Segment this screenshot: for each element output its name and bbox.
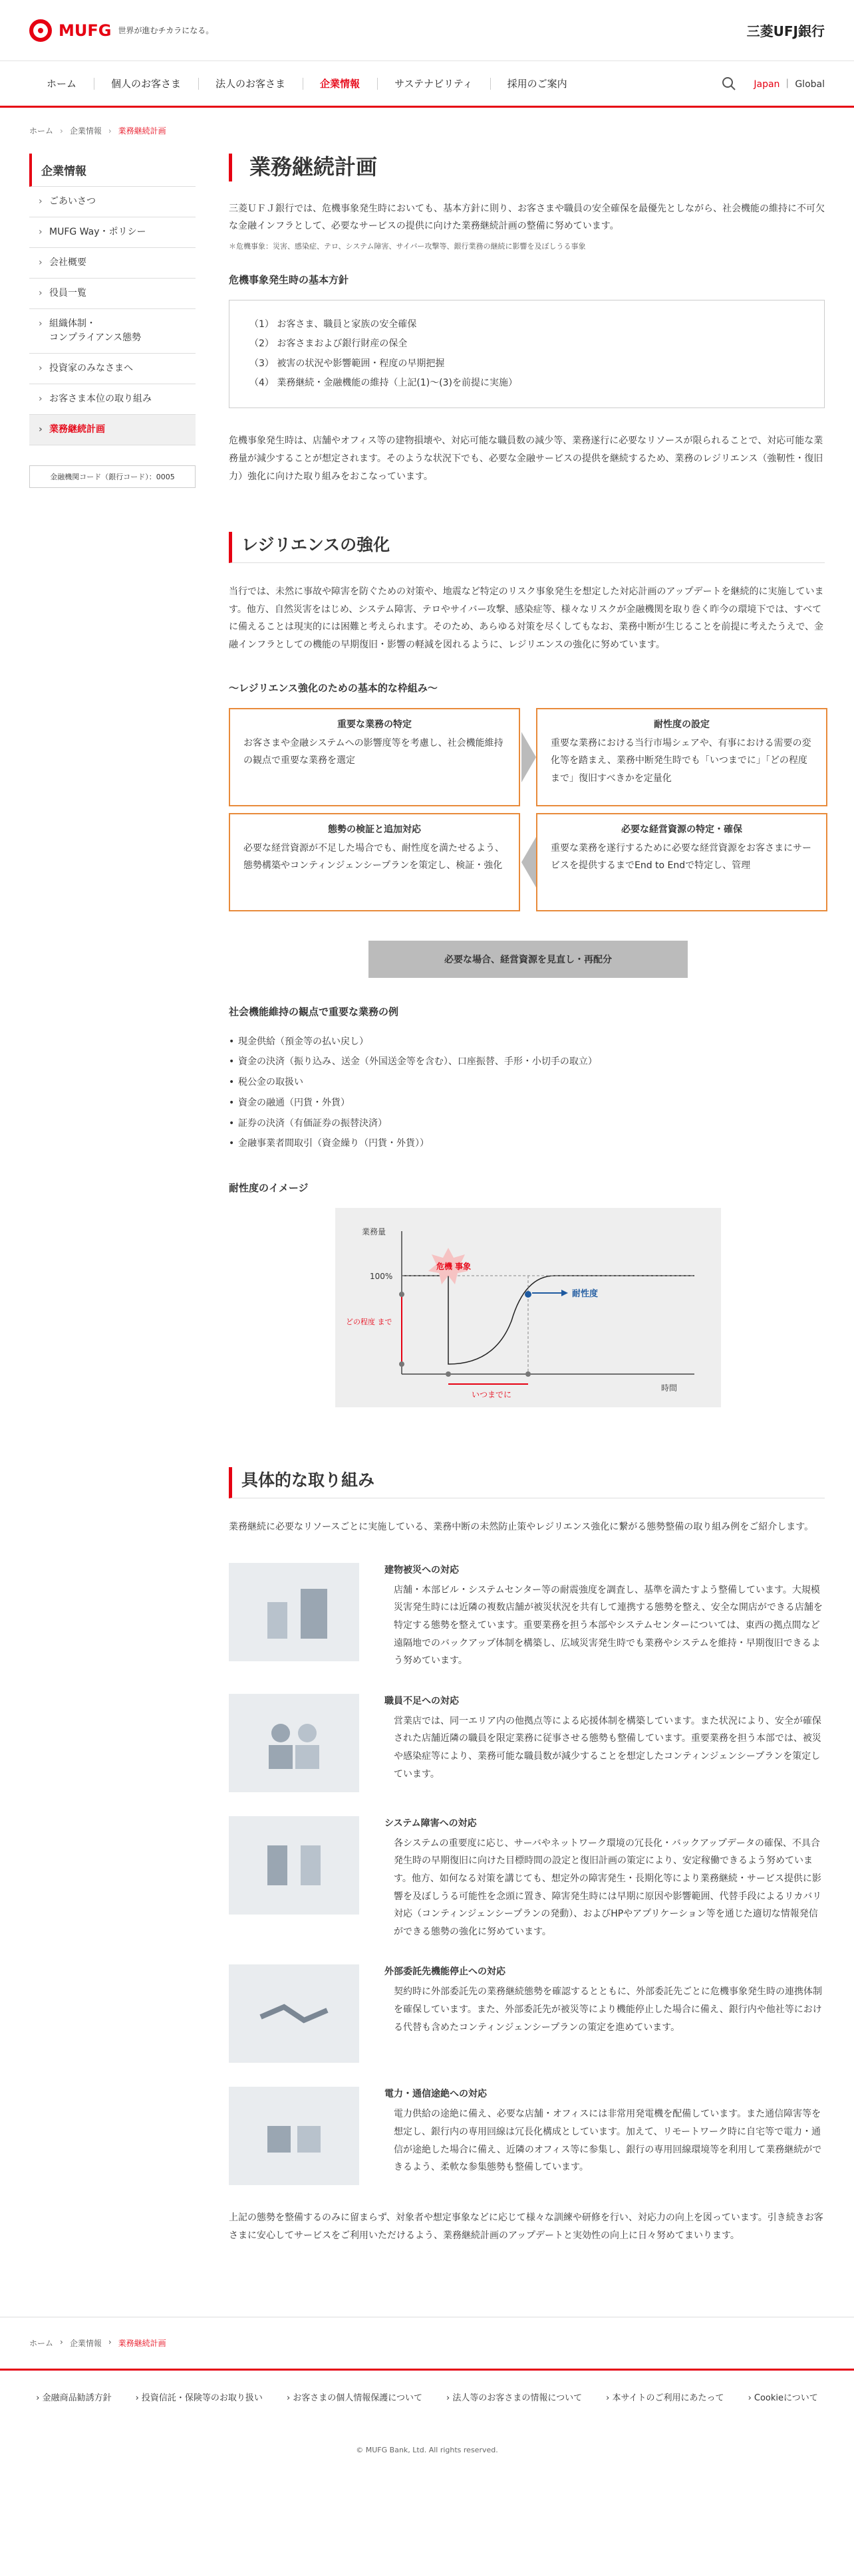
tolerance-point — [525, 1291, 531, 1298]
initiative-title: 外部委託先機能停止への対応 — [384, 1966, 505, 1978]
initiative-text: 店舗・本部ビル・システムセンター等の耐震強度を調査し、基準を満たすよう整備しています。大規模災害発生時には近隣の複数店舗が被災状況を共有して連携する態勢を整え、安全な開店ができる店舗を特定する態勢を整えています。重要業務を担う本部やシステムセンターについては、東西の拠点間など遠隔地でのバックアップ体制を構築し、広域災害発生時でも業務やシステムを維持・早期復旧できるよう努めています。 — [394, 1584, 823, 1667]
framework-box-text: お客さまや金融システムへの影響度等を考慮し、社会機能維持の観点で重要な業務を選定 — [243, 737, 503, 766]
sidebar-title[interactable]: 企業情報 — [29, 154, 196, 187]
nav-company-info[interactable]: 企業情報 — [303, 60, 377, 107]
framework-box-text: 重要な業務における当行市場シェアや、有事における需要の変化等を踏まえ、業務中断発生時でも「いつまでに」「どの程度まで」復旧すべきかを定量化 — [551, 737, 811, 784]
hundred-percent-label: 100% — [370, 1272, 393, 1282]
handshake-icon — [229, 1964, 359, 2063]
framework-box-text: 重要な業務を遂行するために必要な経営資源をお客さまにサービスを提供するまでEnd to Endで特定し、管理 — [551, 842, 811, 872]
logo-text: MUFG — [59, 21, 112, 40]
footer-link[interactable]: › 金融商品勧誘方針 — [36, 2391, 111, 2403]
nav-personal[interactable]: 個人のお客さま — [94, 60, 198, 107]
initiative-text: 契約時に外部委託先の業務継続態勢を確認するとともに、外部委託先ごとに危機事象発生時の連携体制を確保しています。また、外部委託先が被災等により機能停止した場合に備え、銀行内や他社等における代替も含めたコンティンジェンシープランの策定を進めています。 — [394, 1986, 822, 2033]
breadcrumb — [0, 108, 854, 154]
people-icon — [229, 1694, 359, 1792]
initiative-title: 職員不足への対応 — [384, 1695, 459, 1706]
main-content — [229, 154, 825, 2250]
sidebar-item-customer-first[interactable]: › お客さま本位の取り組み — [29, 384, 196, 415]
sidebar-item-investors[interactable]: › 投資家のみなさまへ — [29, 354, 196, 384]
breadcrumb-home[interactable]: ホーム — [29, 126, 54, 136]
footer-link[interactable]: › お客さまの個人情報保護について — [287, 2391, 422, 2403]
framework-heading: 〜レジリエンス強化のための基本的な枠組み〜 — [229, 681, 438, 694]
chevron-right-icon: › — [60, 2337, 63, 2347]
initiative-text: 電力供給の途絶に備え、必要な店舗・オフィスには非常用発電機を配備しています。また通信障害等を想定し、銀行内の専用回線は冗長化構成としています。加えて、リモートワーク時に自宅等で電力・通信が途絶した場合に備え、近隣のオフィス等に参集し、銀行の専用回線環境等を利用して業務継続ができるよう、柔軟な参集態勢も整備しています。 — [394, 2109, 822, 2173]
intro-text: 三菱ＵＦＪ銀行では、危機事象発生時においても、基本方針に則り、お客さまや職員の安全確保を最優先としながら、社会機能の維持に不可欠な金融インフラとして、必要なサービスの提供に向けた業務継続計画の整備に努めています。 — [229, 203, 825, 232]
mufg-logo[interactable] — [29, 19, 214, 42]
bank-code: 金融機関コード（銀行コード）：0005 — [29, 465, 196, 488]
crisis-label: 危機 事象 — [436, 1262, 472, 1272]
footer-breadcrumb — [0, 2317, 854, 2369]
intro-note: ＊危機事象：災害、感染症、テロ、システム障害、サイバー攻撃等、銀行業務の継続に影響を及ぼしうる事象 — [229, 241, 586, 251]
nav-corporate[interactable]: 法人のお客さま — [198, 60, 303, 107]
sidebar-item-bcp[interactable]: › 業務継続計画 — [29, 415, 196, 445]
footer-link[interactable]: › 投資信託・保険等のお取り扱い — [136, 2391, 263, 2403]
policy-box — [229, 300, 825, 409]
framework-box-title: 態勢の検証と追加対応 — [328, 824, 421, 835]
footer-links — [0, 2369, 854, 2423]
initiative-power — [229, 2087, 825, 2185]
tolerance-heading: 耐性度のイメージ — [229, 1182, 309, 1195]
sidebar-item-officers[interactable]: › 役員一覧 — [29, 279, 196, 309]
initiative-building — [229, 1563, 825, 1670]
list-item: • 金融事業者間取引（資金繰り（円貨・外貨）） — [229, 1133, 825, 1154]
nav-recruit[interactable]: 採用のご案内 — [490, 60, 585, 107]
top-header — [0, 0, 854, 61]
nav-home[interactable]: ホーム — [47, 78, 77, 90]
breadcrumb-company[interactable]: 企業情報 — [69, 2338, 102, 2348]
tolerance-graph — [335, 1208, 721, 1407]
initiative-outsourcing — [229, 1964, 825, 2063]
resource-text: 危機事象発生時は、店舗やオフィス等の建物損壊や、対応可能な職員数の減少等、業務遂行に必要なリソースが限られることで、対応可能な業務量が減少することが想定されます。そのような状況下でも、必要な金融サービスの提供を継続するため、業務のレジリエンス（強靭性・復旧力）強化に向けた取り組みをおこなっています。 — [229, 435, 823, 482]
review-cycle-label: 必要な場合、経営資源を見直し・再配分 — [368, 941, 688, 978]
policy-item: （1） お客さま、職員と家族の安全確保 — [249, 318, 417, 330]
chevron-right-icon: › — [108, 2337, 112, 2347]
chevron-right-icon: › — [60, 126, 63, 136]
mufg-logo-icon — [29, 19, 52, 42]
breadcrumb-current: 業務継続計画 — [118, 2338, 166, 2348]
framework-box-tolerance — [536, 708, 827, 806]
tolerance-graph-svg — [335, 1208, 721, 1407]
framework-box-resources — [536, 813, 827, 911]
y-axis-label: 業務量 — [362, 1227, 386, 1237]
initiative-staff — [229, 1694, 825, 1792]
power-plug-icon — [229, 2087, 359, 2185]
nav-sustainability[interactable]: サステナビリティ — [377, 60, 490, 107]
lang-global[interactable]: Global — [795, 78, 825, 90]
policy-heading: 危機事象発生時の基本方針 — [229, 273, 349, 286]
examples-list — [229, 1032, 825, 1155]
section-heading-initiatives: 具体的な取り組み — [229, 1467, 825, 1498]
lang-japan[interactable]: Japan — [754, 78, 780, 90]
section-heading-resilience: レジリエンスの強化 — [229, 532, 825, 563]
list-item: • 税公金の取扱い — [229, 1072, 825, 1093]
building-icon — [229, 1563, 359, 1661]
resilience-text: 当行では、未然に事故や障害を防ぐための対策や、地震など特定のリスク事象発生を想定した対応計画のアップデートを継続的に実施しています。他方、自然災害をはじめ、システム障害、テロやサイバー攻撃、感染症等、様々なリスクが金融機関を取り巻く昨今の環境下では、すべてに備えることは現実的には困難と考えられます。そのため、あらゆる対策を尽くしてもなお、業務中断が生じることを前提に考えたうえで、金融インフラとしての機能の早期復旧・影響の軽減を図れるように、レジリエンスの強化に努めています。 — [229, 586, 824, 650]
footer-link[interactable]: › 本サイトのご利用にあたって — [606, 2391, 724, 2403]
initiative-text: 各システムの重要度に応じ、サーバやネットワーク環境の冗長化・バックアップデータの確保、不具合発生時の早期復旧に向けた目標時間の設定と復旧計画の策定により、安定稼働できるよう努めています。他方、如何なる対策を講じても、想定外の障害発生・長期化等により業務継続・サービス提供に影響を及ぼしうる可能性を念頭に置き、障害発生時には早期に原因や影響範囲、代替手段によるリカバリ対応（コンティンジェンシープランの発動）、およびHPやアプリケーション等を通じた適切な情報発信ができる態勢の強化に努めています。 — [394, 1837, 822, 1937]
lang-separator: ｜ — [782, 78, 792, 90]
framework-diagram — [229, 708, 827, 927]
copyright: © MUFG Bank, Ltd. All rights reserved. — [356, 2445, 498, 2454]
framework-box-title: 重要な業務の特定 — [337, 719, 412, 730]
examples-heading: 社会機能維持の観点で重要な業務の例 — [229, 1005, 399, 1018]
arrow-left-icon — [521, 837, 536, 887]
breadcrumb-company[interactable]: 企業情報 — [69, 126, 102, 136]
framework-box-title: 必要な経営資源の特定・確保 — [621, 824, 742, 835]
list-item: • 資金の決済（振り込み、送金（外国送金等を含む）、口座振替、手形・小切手の取立） — [229, 1052, 825, 1072]
sidebar-item-profile[interactable]: › 会社概要 — [29, 248, 196, 279]
tolerance-label: 耐性度 — [572, 1289, 599, 1300]
sidebar-item-organization[interactable]: › 組織体制・ コンプライアンス態勢 — [29, 309, 196, 354]
how-much-label: どの程度 まで — [346, 1318, 392, 1327]
server-icon — [229, 1816, 359, 1915]
framework-box-title: 耐性度の設定 — [654, 719, 710, 730]
review-cycle — [229, 941, 827, 978]
search-icon[interactable] — [722, 76, 736, 91]
initiative-system — [229, 1816, 825, 1941]
footer-link[interactable]: › Cookieについて — [748, 2391, 818, 2403]
initiative-title: システム障害への対応 — [384, 1817, 477, 1829]
x-axis-label: 時間 — [661, 1383, 678, 1393]
chevron-right-icon: › — [108, 126, 112, 136]
global-nav — [0, 61, 854, 108]
policy-item: （3） 被害の状況や影響範囲・程度の早期把握 — [249, 358, 445, 369]
footer-link[interactable]: › 法人等のお客さまの情報について — [446, 2391, 582, 2403]
list-item: • 資金の融通（円貨・外貨） — [229, 1093, 825, 1113]
sidebar-item-mufg-way[interactable]: › MUFG Way・ポリシー — [29, 217, 196, 248]
initiative-text: 営業店では、同一エリア内の他拠点等による応援体制を構築しています。また状況により、安全が確保された店舗近隣の職員を限定業務に従事させる態勢も整備しています。重要業務を担う本部では、被災や感染症等により、業務可能な職員数が減少することを想定したコンティンジェンシープランを策定しています。 — [394, 1715, 821, 1780]
sidebar-item-greeting[interactable]: › ごあいさつ — [29, 187, 196, 217]
framework-box-identify — [229, 708, 520, 806]
policy-item: （4） 業務継続・金融機能の維持（上記(1)〜(3)を前提に実施） — [249, 377, 518, 388]
language-switch — [754, 77, 825, 90]
initiative-title: 建物被災への対応 — [384, 1564, 459, 1576]
sidebar — [29, 154, 196, 2250]
initiatives-intro: 業務継続に必要なリソースごとに実施している、業務中断の未然防止策やレジリエンス強化に繋がる態勢整備の取り組み例をご紹介します。 — [229, 1522, 814, 1533]
arrow-right-icon — [521, 732, 536, 782]
closing-text: 上記の態勢を整備するのみに留まらず、対象者や想定事象などに応じて様々な訓練や研修を行い、対応力の向上を図っています。引き続きお客さまに安心してサービスをご利用いただけるよう、業務継続計画のアップデートと実効性の向上に日々努めてまいります。 — [229, 2212, 823, 2241]
bank-name[interactable]: 三菱UFJ銀行 — [746, 23, 825, 39]
list-item: • 証券の決済（有価証券の振替決済） — [229, 1113, 825, 1134]
tagline: 世界が進むチカラになる。 — [118, 26, 214, 35]
framework-box-text: 必要な経営資源が不足した場合でも、耐性度を満たせるよう、態勢構築やコンティンジェンシープランを策定し、検証・強化 — [243, 842, 504, 872]
page-title: 業務継続計画 — [229, 154, 825, 181]
framework-box-verify — [229, 813, 520, 911]
breadcrumb-home[interactable]: ホーム — [29, 2338, 54, 2348]
breadcrumb-current: 業務継続計画 — [118, 126, 166, 136]
by-when-label: いつまでに — [472, 1390, 512, 1400]
list-item: • 現金供給（預金等の払い戻し） — [229, 1032, 825, 1052]
policy-item: （2） お客さまおよび銀行財産の保全 — [249, 338, 408, 350]
initiative-title: 電力・通信途絶への対応 — [384, 2089, 487, 2100]
